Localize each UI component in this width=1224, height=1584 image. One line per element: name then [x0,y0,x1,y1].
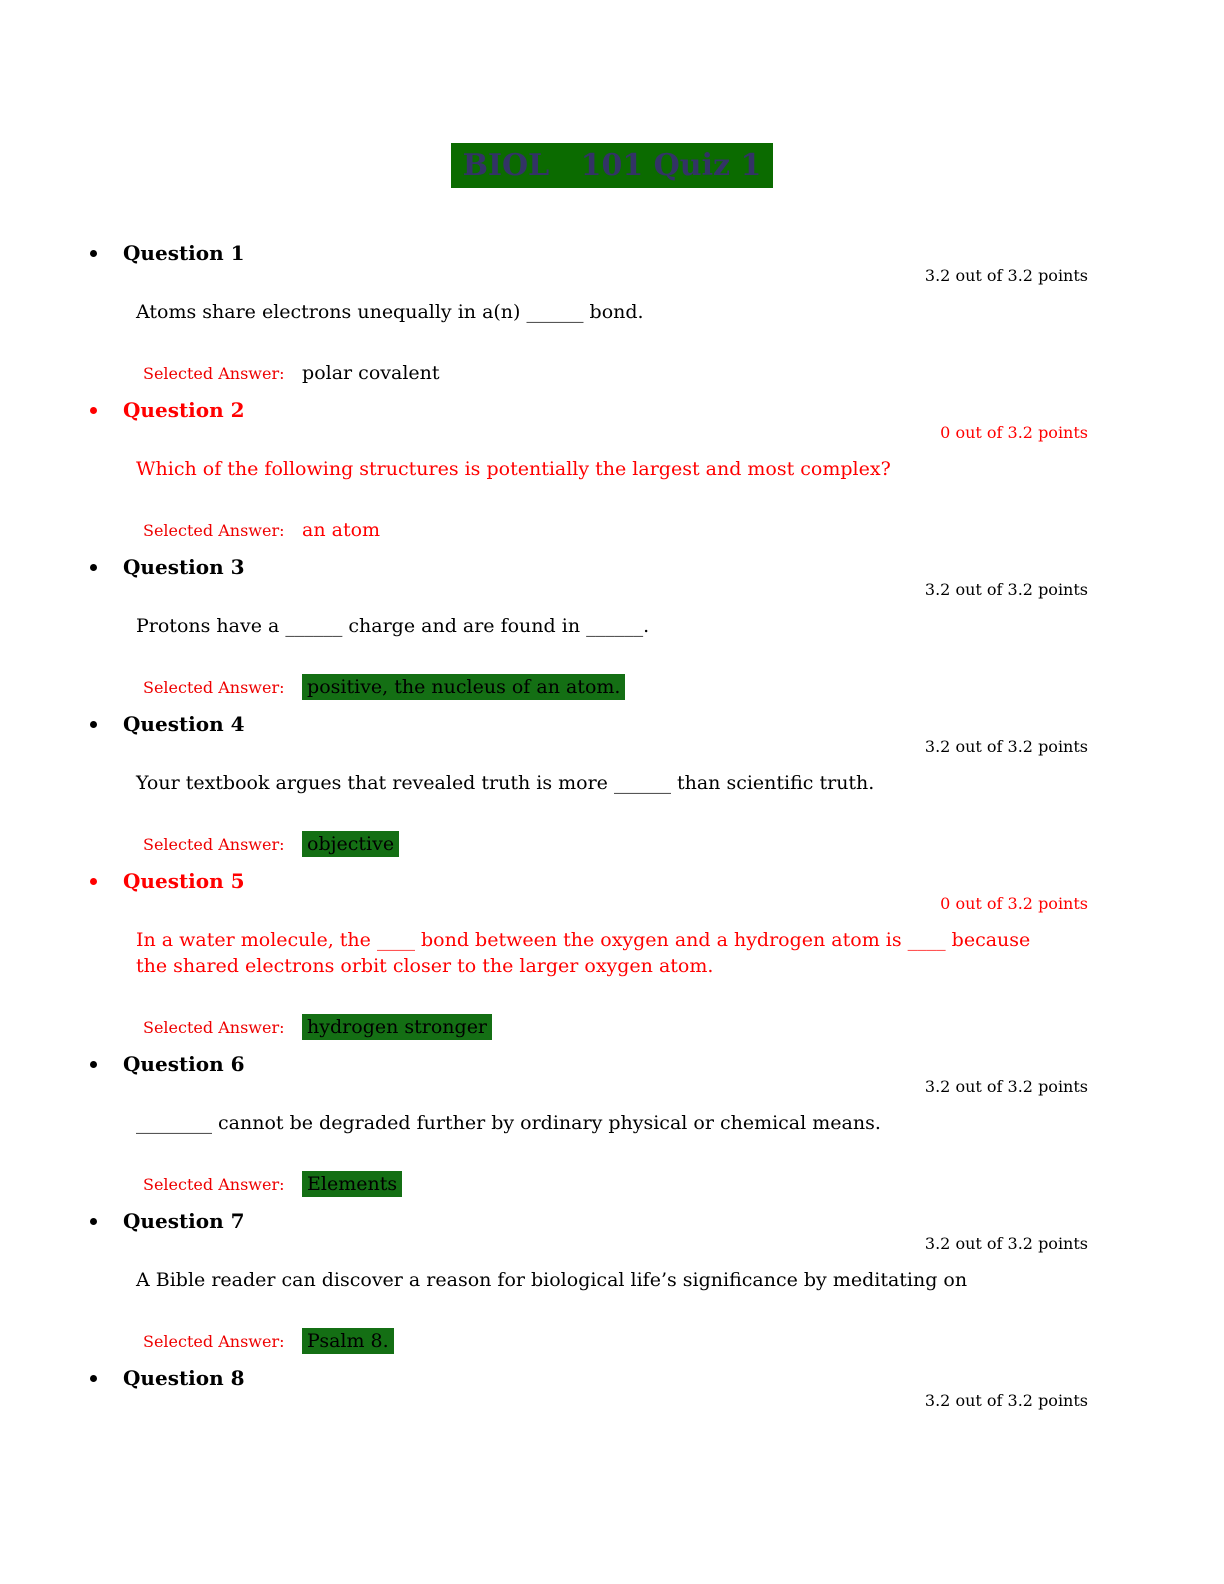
bullet-icon [90,1061,97,1068]
question-heading [0,242,1224,264]
question-block-8 [0,1367,1224,1409]
question-text: Atoms share electrons unequally in a(n) ______ bond. [136,301,644,323]
question-points: 3.2 out of 3.2 points [924,1077,1088,1096]
question-label: Question 8 [123,1366,245,1390]
selected-answer-value: an atom [302,519,381,541]
question-heading [0,1210,1224,1232]
question-points: 3.2 out of 3.2 points [924,1391,1088,1410]
selected-answer-label: Selected Answer: [143,1018,285,1037]
selected-answer-label: Selected Answer: [143,1175,285,1194]
selected-answer-row [143,674,1224,701]
selected-answer-label: Selected Answer: [143,364,285,383]
selected-answer-row [143,831,1224,858]
selected-answer-value: positive, the nucleus of an atom. [302,674,625,700]
selected-answer-value: Psalm 8. [302,1328,394,1354]
question-points: 3.2 out of 3.2 points [924,1234,1088,1253]
bullet-icon [90,1375,97,1382]
question-points: 3.2 out of 3.2 points [924,580,1088,599]
question-heading [0,1367,1224,1389]
title-bar [0,0,1224,188]
question-label: Question 1 [123,241,245,265]
question-heading [0,713,1224,735]
question-label: Question 7 [123,1209,245,1233]
question-text: A Bible reader can discover a reason for biological life’s significance by meditating on [136,1269,968,1291]
selected-answer-label: Selected Answer: [143,835,285,854]
selected-answer-value: objective [302,831,399,857]
question-label: Question 4 [123,712,245,736]
question-block-2 [0,399,1224,544]
question-text: Which of the following structures is potentially the largest and most complex? [136,458,891,480]
selected-answer-row [143,1171,1224,1198]
question-block-6 [0,1053,1224,1198]
question-label: Question 6 [123,1052,245,1076]
question-label: Question 2 [123,398,245,422]
question-block-5 [0,870,1224,1041]
selected-answer-value: hydrogen stronger [302,1014,492,1040]
bullet-icon [90,250,97,257]
selected-answer-value: polar covalent [302,362,440,384]
bullet-icon [90,878,97,885]
question-block-1 [0,242,1224,387]
bullet-icon [90,1218,97,1225]
question-points: 3.2 out of 3.2 points [924,737,1088,756]
question-text: Protons have a ______ charge and are found in ______. [136,615,650,637]
question-text: In a water molecule, the ____ bond between the oxygen and a hydrogen atom is ____ because the shared electrons orbit closer to the larger oxygen atom. [136,929,1031,977]
selected-answer-label: Selected Answer: [143,1332,285,1351]
question-block-3 [0,556,1224,701]
selected-answer-row [143,1014,1224,1041]
selected-answer-value: Elements [302,1171,402,1197]
selected-answer-row [143,1328,1224,1355]
question-points: 0 out of 3.2 points [940,423,1088,442]
question-heading [0,399,1224,421]
question-points: 3.2 out of 3.2 points [924,266,1088,285]
selected-answer-label: Selected Answer: [143,521,285,540]
question-block-7 [0,1210,1224,1355]
question-block-4 [0,713,1224,858]
question-heading [0,1053,1224,1075]
question-heading [0,556,1224,578]
selected-answer-row [143,517,1224,544]
bullet-icon [90,407,97,414]
question-points: 0 out of 3.2 points [940,894,1088,913]
question-label: Question 3 [123,555,245,579]
question-text: ________ cannot be degraded further by ordinary physical or chemical means. [136,1112,881,1134]
page-title: BIOL 101 Quiz 1 [451,143,774,188]
bullet-icon [90,564,97,571]
question-text: Your textbook argues that revealed truth is more ______ than scientific truth. [136,772,875,794]
bullet-icon [90,721,97,728]
selected-answer-row [143,360,1224,387]
question-heading [0,870,1224,892]
selected-answer-label: Selected Answer: [143,678,285,697]
question-label: Question 5 [123,869,245,893]
